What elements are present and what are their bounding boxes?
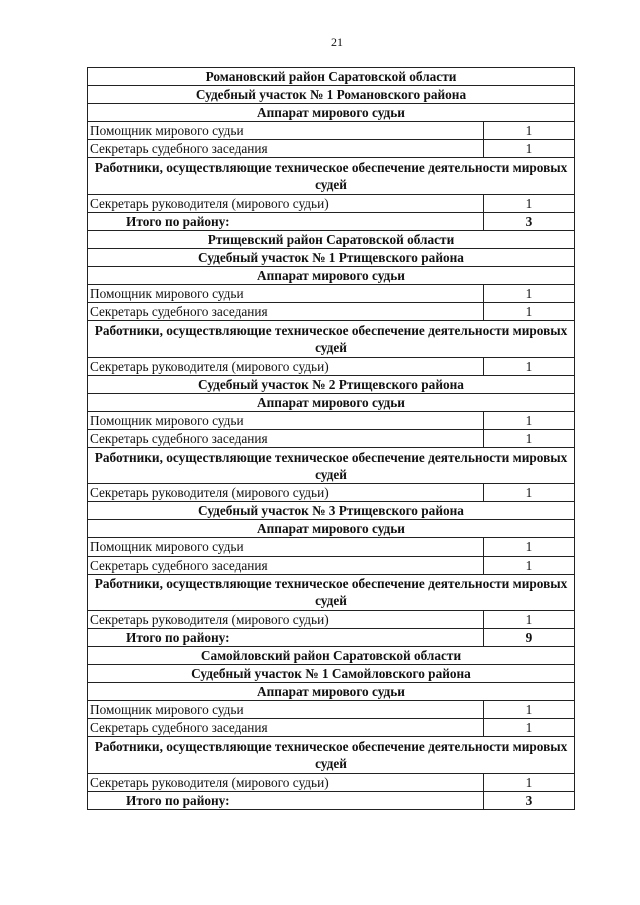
position-count: 1 (484, 411, 575, 429)
position-label: Помощник мирового судьи (88, 538, 484, 556)
workers-header (88, 321, 575, 357)
position-count: 1 (484, 773, 575, 791)
table-row (88, 556, 575, 574)
apparatus-header (88, 520, 575, 538)
workers-header (88, 158, 575, 194)
table-row (88, 701, 575, 719)
apparatus-header (88, 104, 575, 122)
position-label: Секретарь руководителя (мирового судьи) (88, 357, 484, 375)
district-header (88, 230, 575, 248)
table-row (88, 357, 575, 375)
apparatus-header (88, 267, 575, 285)
total-value: 3 (484, 212, 575, 230)
total-value: 9 (484, 628, 575, 646)
position-label: Секретарь судебного заседания (88, 719, 484, 737)
page-number: 21 (331, 35, 343, 49)
position-count: 1 (484, 194, 575, 212)
apparatus-header (88, 683, 575, 701)
position-count: 1 (484, 429, 575, 447)
workers-label: Работники, осуществляющие техническое обеспечение деятельности мировых судей (88, 447, 575, 483)
position-label: Секретарь руководителя (мирового судьи) (88, 484, 484, 502)
staff-table (87, 67, 575, 810)
position-count: 1 (484, 538, 575, 556)
position-count: 1 (484, 303, 575, 321)
position-label: Секретарь руководителя (мирового судьи) (88, 194, 484, 212)
district-name: Ртищевский район Саратовской области (88, 230, 575, 248)
workers-label: Работники, осуществляющие техническое обеспечение деятельности мировых судей (88, 574, 575, 610)
position-count: 1 (484, 610, 575, 628)
district-header (88, 68, 575, 86)
district-total-row (88, 212, 575, 230)
table-row (88, 194, 575, 212)
apparatus-label: Аппарат мирового судьи (88, 393, 575, 411)
position-label: Секретарь судебного заседания (88, 303, 484, 321)
position-label: Помощник мирового судьи (88, 285, 484, 303)
table-row (88, 610, 575, 628)
apparatus-label: Аппарат мирового судьи (88, 520, 575, 538)
position-count: 1 (484, 122, 575, 140)
position-label: Секретарь судебного заседания (88, 140, 484, 158)
position-label: Секретарь судебного заседания (88, 556, 484, 574)
position-count: 1 (484, 285, 575, 303)
position-label: Секретарь судебного заседания (88, 429, 484, 447)
table-row (88, 719, 575, 737)
district-header (88, 647, 575, 665)
section-name: Судебный участок № 1 Романовского района (88, 86, 575, 104)
total-label: Итого по району: (88, 628, 484, 646)
workers-label: Работники, осуществляющие техническое обеспечение деятельности мировых судей (88, 321, 575, 357)
apparatus-label: Аппарат мирового судьи (88, 683, 575, 701)
section-header (88, 86, 575, 104)
position-count: 1 (484, 140, 575, 158)
table-row (88, 140, 575, 158)
apparatus-header (88, 393, 575, 411)
district-total-row (88, 791, 575, 809)
position-count: 1 (484, 556, 575, 574)
table-row (88, 411, 575, 429)
table-row (88, 122, 575, 140)
workers-header (88, 574, 575, 610)
workers-label: Работники, осуществляющие техническое обеспечение деятельности мировых судей (88, 737, 575, 773)
position-label: Помощник мирового судьи (88, 122, 484, 140)
position-label: Помощник мирового судьи (88, 411, 484, 429)
district-name: Романовский район Саратовской области (88, 68, 575, 86)
section-header (88, 375, 575, 393)
section-name: Судебный участок № 1 Ртищевского района (88, 248, 575, 266)
district-total-row (88, 628, 575, 646)
table-row (88, 773, 575, 791)
section-header (88, 665, 575, 683)
total-label: Итого по району: (88, 791, 484, 809)
table-row (88, 285, 575, 303)
section-header (88, 502, 575, 520)
table-row (88, 538, 575, 556)
workers-header (88, 737, 575, 773)
total-value: 3 (484, 791, 575, 809)
position-count: 1 (484, 701, 575, 719)
district-name: Самойловский район Саратовской области (88, 647, 575, 665)
position-count: 1 (484, 719, 575, 737)
workers-header (88, 447, 575, 483)
workers-label: Работники, осуществляющие техническое обеспечение деятельности мировых судей (88, 158, 575, 194)
position-count: 1 (484, 484, 575, 502)
table-row (88, 303, 575, 321)
table-row (88, 484, 575, 502)
section-name: Судебный участок № 3 Ртищевского района (88, 502, 575, 520)
table-row (88, 429, 575, 447)
section-header (88, 248, 575, 266)
position-label: Секретарь руководителя (мирового судьи) (88, 773, 484, 791)
section-name: Судебный участок № 2 Ртищевского района (88, 375, 575, 393)
position-label: Помощник мирового судьи (88, 701, 484, 719)
apparatus-label: Аппарат мирового судьи (88, 104, 575, 122)
total-label: Итого по району: (88, 212, 484, 230)
section-name: Судебный участок № 1 Самойловского района (88, 665, 575, 683)
position-label: Секретарь руководителя (мирового судьи) (88, 610, 484, 628)
position-count: 1 (484, 357, 575, 375)
apparatus-label: Аппарат мирового судьи (88, 267, 575, 285)
